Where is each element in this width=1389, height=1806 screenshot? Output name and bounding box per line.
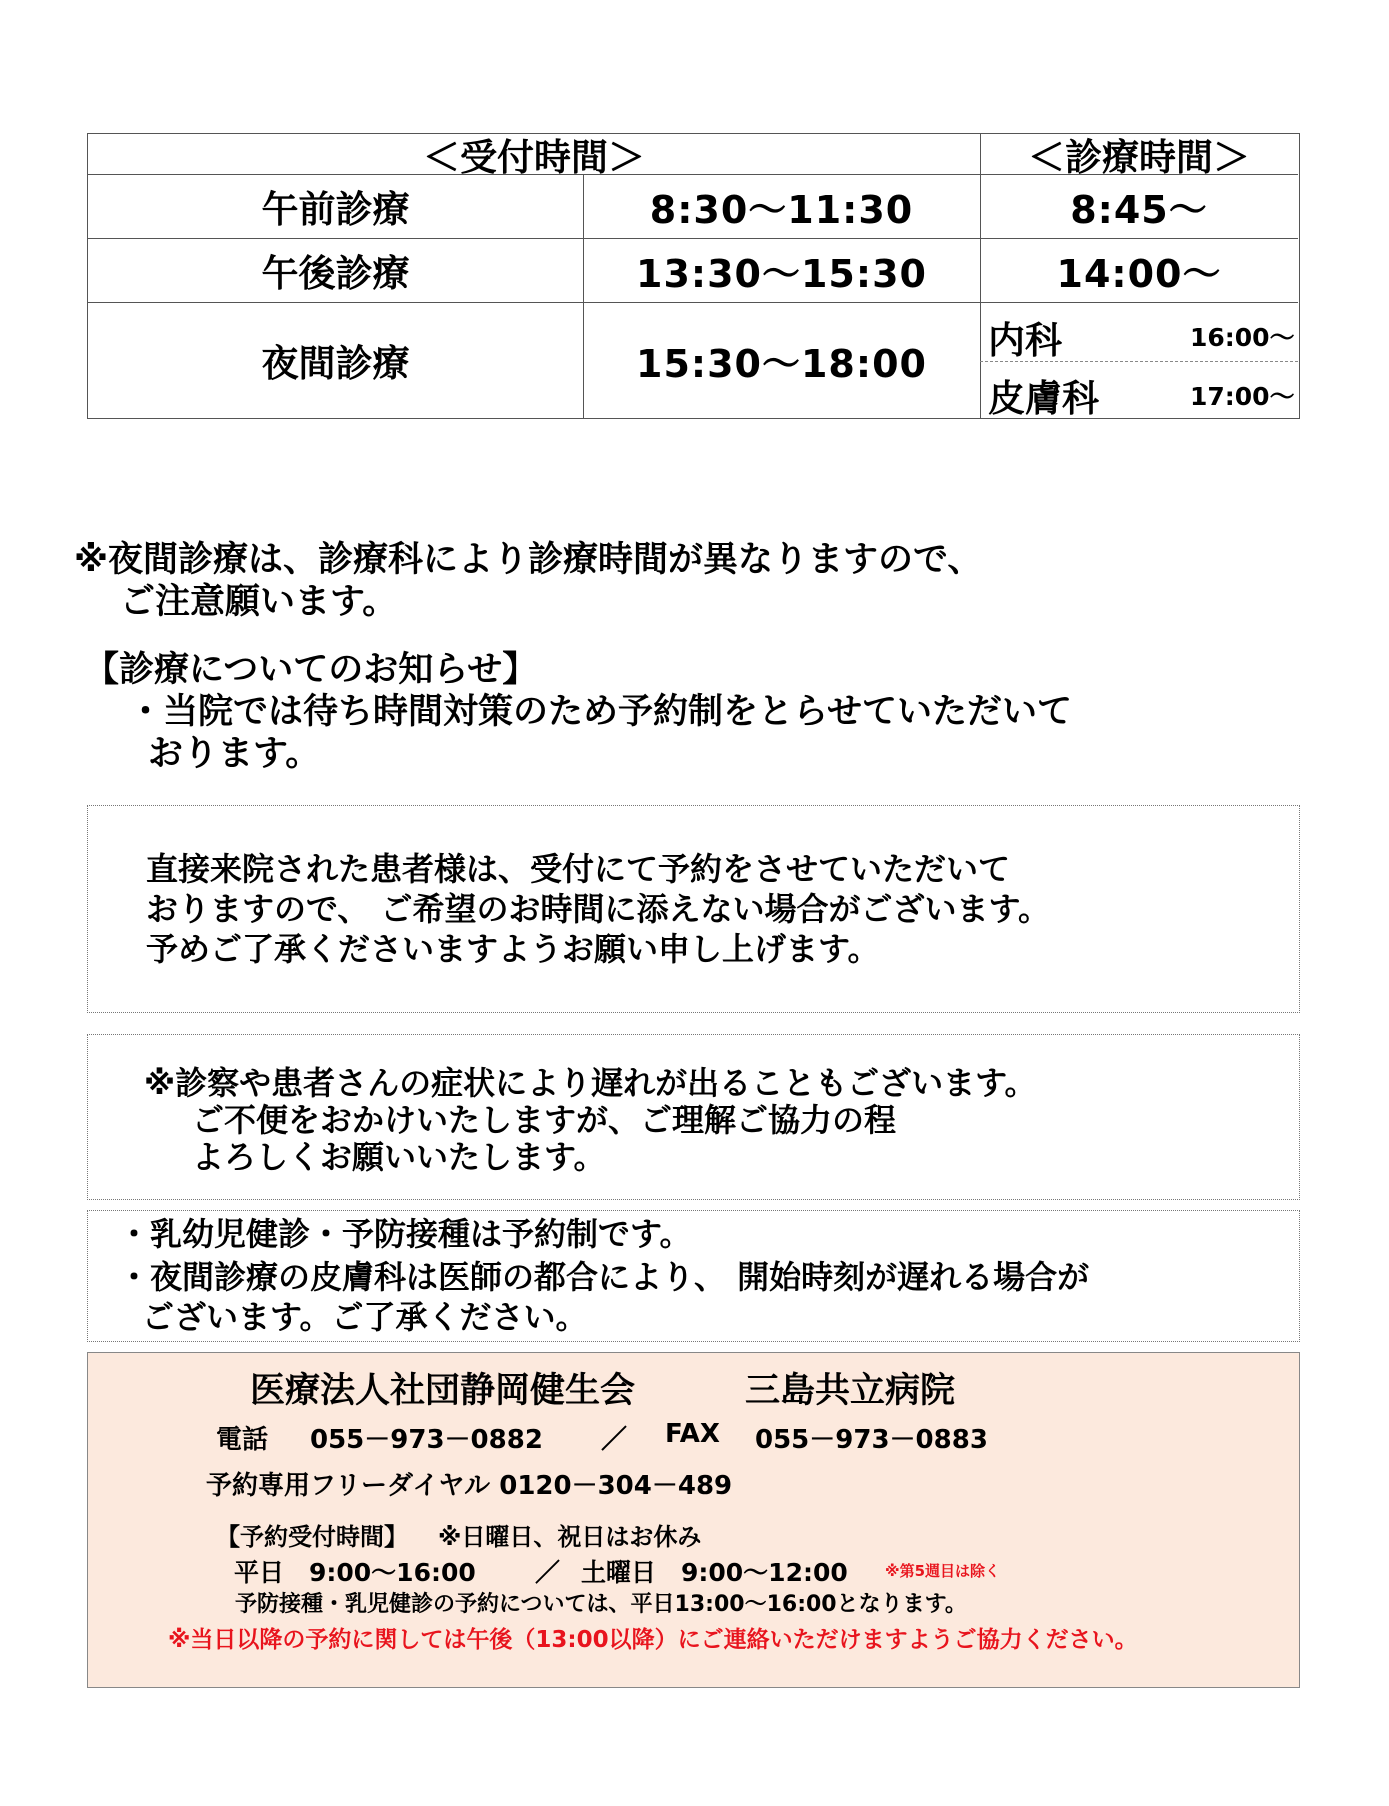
night-dept-internal: 内科 [988,319,1062,362]
hours-title: 【予約受付時間】 [216,1523,408,1551]
box2-line1: ※診察や患者さんの症状により遅れが出ることもございます。 [144,1064,1037,1102]
hospital-contact-panel [87,1352,1300,1688]
consult-time-afternoon: 14:00～ [1056,251,1222,296]
box1-line1: 直接来院された患者様は、受付にて予約をさせていただいて [146,850,1011,888]
tel-number[interactable]: 055－973－0882 [310,1425,543,1455]
freedial[interactable]: 予約専用フリーダイヤル 0120－304－489 [206,1471,733,1501]
row-label-afternoon: 午後診療 [261,252,410,295]
reception-time-night: 15:30～18:00 [636,341,927,386]
consult-time-morning: 8:45～ [1070,187,1208,232]
night-note-line1: ※夜間診療は、診療科により診療時間が異なりますので、 [74,540,983,580]
hospital-name: 三島共立病院 [745,1371,956,1411]
box3-line2: ・夜間診療の皮膚科は医師の都合により、 開始時刻が遅れる場合が [118,1258,1090,1296]
section-title: 【診療についてのお知らせ】 [84,650,538,690]
night-note-line2: ご注意願います。 [120,582,398,622]
hours-separator: ／ [535,1558,561,1587]
box3-line3: ございます。ご了承ください。 [142,1298,588,1336]
vaccine-note: 予防接種・乳児健診の予約については、平日13:00～16:00となります。 [235,1592,967,1617]
box3-line1: ・乳幼児健診・予防接種は予約制です。 [118,1215,692,1253]
row-label-morning: 午前診療 [261,188,410,231]
red-note: ※当日以降の予約に関しては午後（13:00以降）にご連絡いただけますようご協力ください。 [168,1627,1138,1653]
reception-time-morning: 8:30～11:30 [649,187,914,232]
hours-closed: ※日曜日、祝日はお休み [438,1523,702,1551]
night-time-internal: 16:00～ [1190,323,1295,352]
hours-saturday: 土曜日 9:00～12:00 [581,1558,848,1587]
tel-label: 電話 [216,1425,269,1455]
reservation-line1: ・当院では待ち時間対策のため予約制をとらせていただいて [128,692,1072,732]
reception-time-afternoon: 13:30～15:30 [636,251,927,296]
fifth-week-note: ※第5週目は除く [885,1562,1001,1580]
fax-number: 055－973－0883 [755,1425,988,1455]
header-reception: ＜受付時間＞ [423,136,645,179]
box1-line2: おりますので、 ご希望のお時間に添えない場合がございます。 [146,890,1050,928]
box1-line3: 予めご了承くださいますようお願い申し上げます。 [146,930,880,968]
box2-line2: ご不便をおかけいたしますが、ご理解ご協力の程 [192,1101,897,1139]
fax-label: FAX [665,1419,720,1449]
box2-line3: よろしくお願いいたします。 [192,1138,606,1176]
reservation-line2: おります。 [148,734,321,774]
header-consult: ＜診療時間＞ [1028,136,1250,179]
org-name: 医療法人社団静岡健生会 [250,1371,636,1411]
schedule-table [87,133,1300,419]
row-label-night: 夜間診療 [261,342,410,385]
hours-weekday: 平日 9:00～16:00 [234,1558,476,1587]
night-dept-dermatology: 皮膚科 [988,377,1099,420]
night-time-dermatology: 17:00～ [1190,382,1295,411]
tel-fax-separator: ／ [601,1425,628,1455]
